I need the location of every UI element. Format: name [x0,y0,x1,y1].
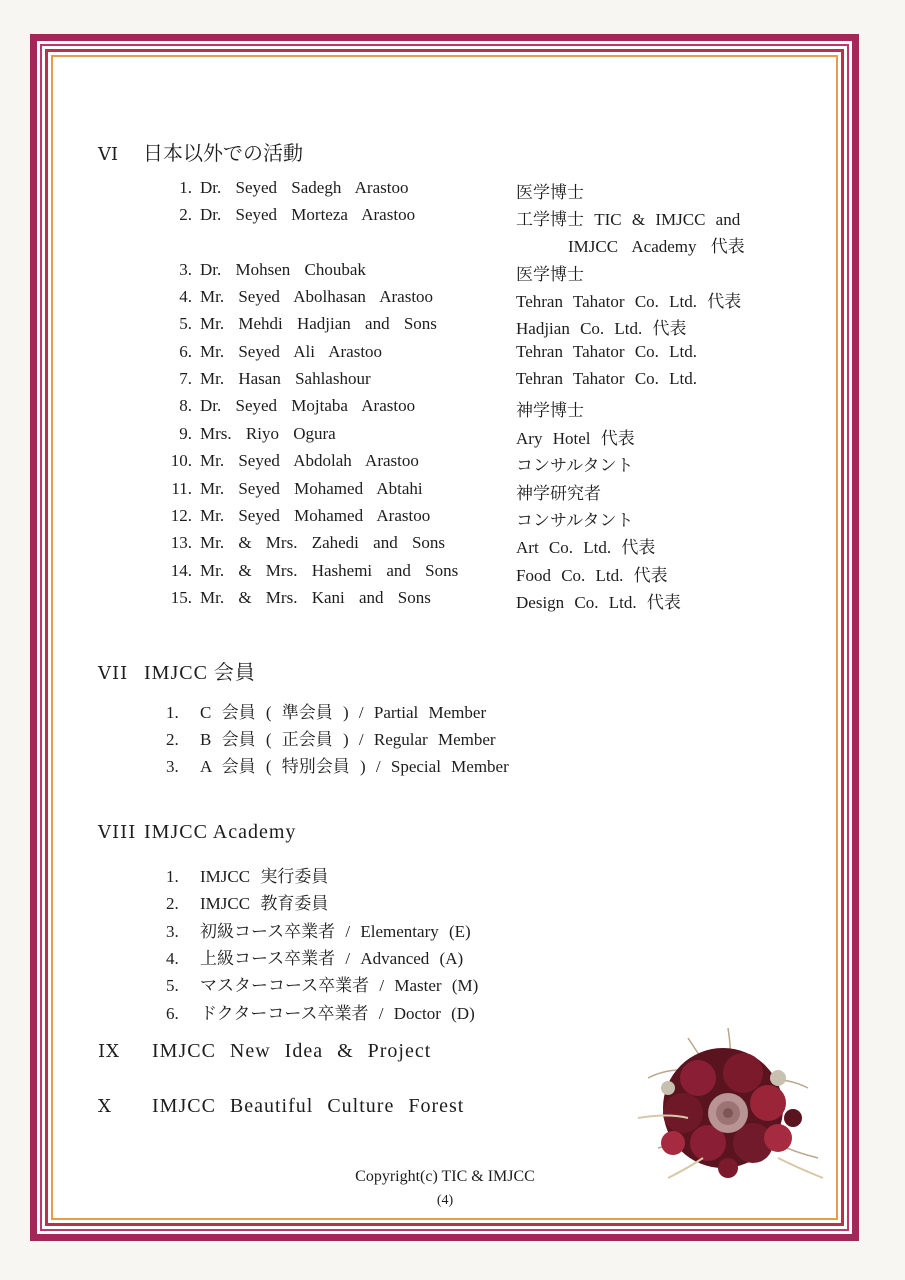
person-title: 神学博士 [516,401,584,420]
item-number: 1. [166,703,179,722]
section-heading-ix [98,1040,431,1063]
item-text: IMJCC 実行委員 [200,867,329,886]
person-name: Dr. Seyed Mojtaba Arastoo [200,396,416,415]
person-title-continued: IMJCC Academy 代表 [568,237,745,256]
item-text: 上級コース卒業者 / Advanced (A) [200,949,464,968]
section-title: IMJCC Academy [144,821,297,843]
copyright-text: Copyright(c) TIC & IMJCC [355,1168,535,1185]
list-item [160,506,800,533]
list-item [160,178,800,205]
person-name: Mr. Hasan Sahlashour [200,369,371,388]
person-title: コンサルタント [516,511,634,530]
list-item [160,342,800,369]
section-title: IMJCC 会員 [144,662,256,684]
item-number: 2. [166,894,179,913]
person-name: Mr. & Mrs. Zahedi and Sons [200,533,446,552]
person-name: Dr. Seyed Sadegh Arastoo [200,178,409,197]
list-item [166,862,328,887]
list-item [160,369,800,396]
list-item [160,533,800,560]
section-number: X [98,1096,112,1117]
person-name: Dr. Mohsen Choubak [200,260,366,279]
list-item [160,561,800,588]
person-name: Mr. Mehdi Hadjian and Sons [200,314,437,333]
list-item [166,971,478,996]
person-name: Mr. Seyed Mohamed Arastoo [200,506,431,525]
person-name: Mr. Seyed Mohamed Abtahi [200,479,423,498]
person-title: Food Co. Ltd. 代表 [516,566,668,585]
person-title: Hadjian Co. Ltd. 代表 [516,319,687,338]
section-heading-x [98,1095,464,1118]
section-heading-viii [98,821,296,844]
person-title: 工学博士 TIC & IMJCC and [516,210,741,229]
section-heading-vi [98,137,303,166]
person-name: Mr. Seyed Ali Arastoo [200,342,383,361]
item-text: マスターコース卒業者 / Master (M) [200,976,479,995]
person-name: Mr. & Mrs. Kani and Sons [200,588,431,607]
item-text: IMJCC 教育委員 [200,894,329,913]
item-number: 4. [166,949,179,968]
list-item [166,698,486,723]
item-number: 2. [179,205,192,224]
item-text: C 会員 ( 準会員 ) / Partial Member [200,703,487,722]
person-title: Tehran Tahator Co. Ltd. 代表 [516,292,742,311]
list-item [166,999,475,1024]
person-name: Mr. & Mrs. Hashemi and Sons [200,561,459,580]
item-text: B 会員 ( 正会員 ) / Regular Member [200,730,496,749]
person-title: Tehran Tahator Co. Ltd. [516,369,698,388]
item-number: 15. [170,588,192,607]
person-title: Tehran Tahator Co. Ltd. [516,342,698,361]
person-title: 医学博士 [516,183,584,202]
list-item [166,944,463,969]
list-item [160,314,800,341]
item-number: 10. [170,451,192,470]
person-name: Mrs. Riyo Ogura [200,424,336,443]
person-title: Design Co. Ltd. 代表 [516,593,681,612]
list-item [166,889,328,914]
item-text: 初級コース卒業者 / Elementary (E) [200,922,471,941]
item-number: 7. [179,369,192,388]
item-text: A 会員 ( 特別会員 ) / Special Member [200,757,509,776]
item-number: 13. [170,533,192,552]
person-title: コンサルタント [516,456,634,475]
section-title: 日本以外での活動 [143,143,303,165]
item-number: 6. [166,1004,179,1023]
item-number: 6. [179,342,192,361]
section-number: VI [98,144,119,165]
item-number: 11. [171,479,192,498]
item-number: 9. [179,424,192,443]
item-number: 3. [166,922,179,941]
item-text: ドクターコース卒業者 / Doctor (D) [200,1004,475,1023]
item-number: 4. [179,287,192,306]
item-number: 5. [179,314,192,333]
item-number: 3. [179,260,192,279]
list-item [160,424,800,451]
item-number: 2. [166,730,179,749]
page-number: (4) [436,1193,454,1208]
item-number: 14. [170,561,192,580]
section-title: IMJCC New Idea & Project [152,1040,432,1062]
item-number: 3. [166,757,179,776]
section-title: IMJCC Beautiful Culture Forest [152,1095,465,1117]
section-number: VIII [98,822,137,843]
person-name: Mr. Seyed Abolhasan Arastoo [200,287,434,306]
list-item [160,205,800,232]
item-number: 1. [179,178,192,197]
item-number: 1. [166,867,179,886]
list-item [166,917,471,942]
list-item [160,396,800,423]
list-item [160,588,800,615]
item-number: 5. [166,976,179,995]
person-name: Mr. Seyed Abdolah Arastoo [200,451,419,470]
item-number: 8. [179,396,192,415]
list-item [160,451,800,478]
person-title: Ary Hotel 代表 [516,429,635,448]
section-number: IX [98,1041,120,1062]
person-title: Art Co. Ltd. 代表 [516,538,656,557]
section-heading-vii [98,656,256,685]
list-item [160,260,800,287]
list-item [160,287,800,314]
person-title: 神学研究者 [516,484,601,503]
list-item [166,725,496,750]
person-name: Dr. Seyed Morteza Arastoo [200,205,416,224]
list-item [166,752,509,777]
section-number: VII [98,663,129,684]
list-item [160,479,800,506]
item-number: 12. [170,506,192,525]
person-title: 医学博士 [516,265,584,284]
